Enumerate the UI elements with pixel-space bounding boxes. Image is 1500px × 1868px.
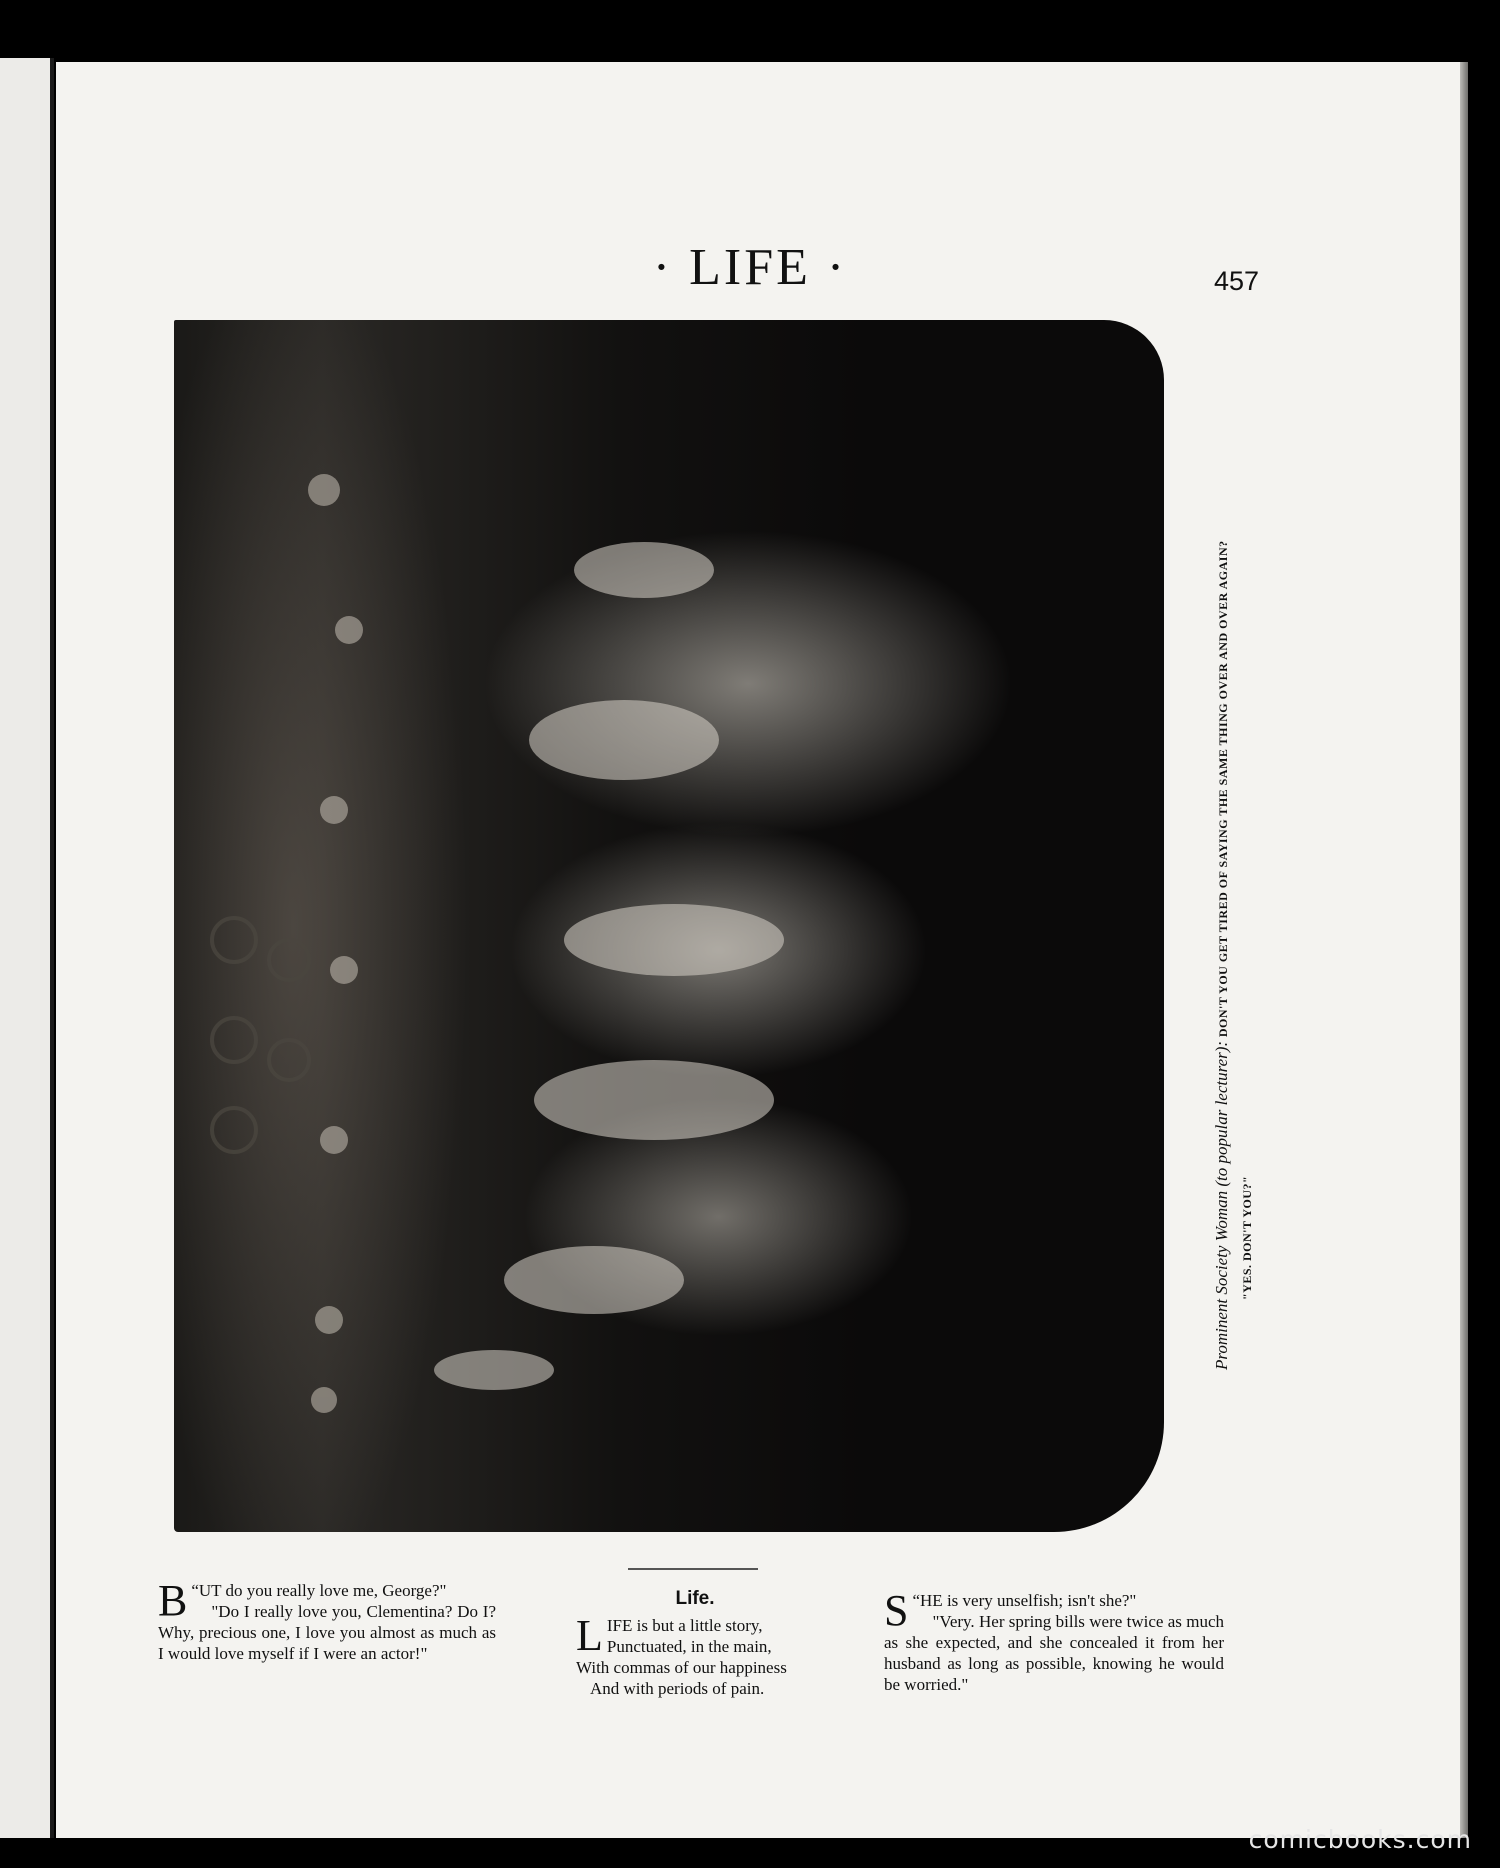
caption-reply: "YES. DON'T YOU?" (1240, 1175, 1254, 1300)
figure-head (308, 474, 340, 506)
figure-gown (574, 542, 714, 598)
poem-line: With commas of our happiness (576, 1658, 787, 1677)
caption-speaker: Prominent Society Woman (to popular lecturer): (1212, 1040, 1231, 1370)
joke-right-body: "Very. Her spring bills were twice as much as she expected, and she concealed it from her husband as long as possible, knowing he would be worried." (884, 1612, 1224, 1694)
binding-gutter (50, 58, 54, 1838)
page-edge-shadow (1460, 62, 1468, 1838)
photo-figures (174, 320, 1164, 1532)
watermark: comicbooks.com (1248, 1825, 1472, 1854)
poem-line: Punctuated, in the main, (606, 1637, 772, 1656)
joke-left-body: "Do I really love you, Clementina? Do I? Why, precious one, I love you almost as much as I would love myself if I were an actor!" (158, 1602, 496, 1663)
caption-question: DON'T YOU GET TIRED OF SAYING THE SAME THING OVER AND OVER AGAIN? (1216, 540, 1230, 1038)
photo-caption (1210, 490, 1259, 1370)
poem-life (570, 1588, 820, 1699)
joke-right-first-line: HE is very unselfish; isn't she?" (920, 1591, 1137, 1610)
poem-body (570, 1611, 820, 1699)
dropcap-l: L (576, 1611, 603, 1660)
dropcap-s: S (884, 1586, 909, 1635)
wall-ornament (212, 1018, 256, 1062)
joke-left (158, 1576, 496, 1664)
poem-title: Life. (675, 1588, 715, 1609)
figure-head (320, 796, 348, 824)
wall-ornament (212, 918, 256, 962)
figure-head (330, 956, 358, 984)
figure-head (320, 1126, 348, 1154)
joke-right (884, 1586, 1224, 1695)
masthead-title: · LIFE · (652, 239, 848, 296)
figure-gown (434, 1350, 554, 1390)
poem-line: IFE is but a little story, (606, 1616, 763, 1635)
figure-gown (529, 700, 719, 780)
open-quote: “ (912, 1591, 921, 1610)
section-rule (628, 1568, 758, 1570)
figure-head (315, 1306, 343, 1334)
poem-line: And with periods of pain. (590, 1679, 765, 1698)
page-number: 457 (1214, 266, 1260, 296)
wall-ornament (269, 1040, 309, 1080)
figure-gown (504, 1246, 684, 1314)
wall-ornament (212, 1108, 256, 1152)
open-quote: “ (191, 1581, 199, 1600)
figure-head (335, 616, 363, 644)
figure-gown (534, 1060, 774, 1140)
dropcap-b: B (158, 1576, 188, 1625)
joke-left-first-line: UT do you really love me, George?" (198, 1581, 447, 1600)
ballroom-photograph (174, 320, 1164, 1532)
figure-gown (564, 904, 784, 976)
wall-ornament (269, 940, 309, 980)
figure-head (311, 1387, 337, 1413)
left-page-edge (0, 58, 54, 1838)
